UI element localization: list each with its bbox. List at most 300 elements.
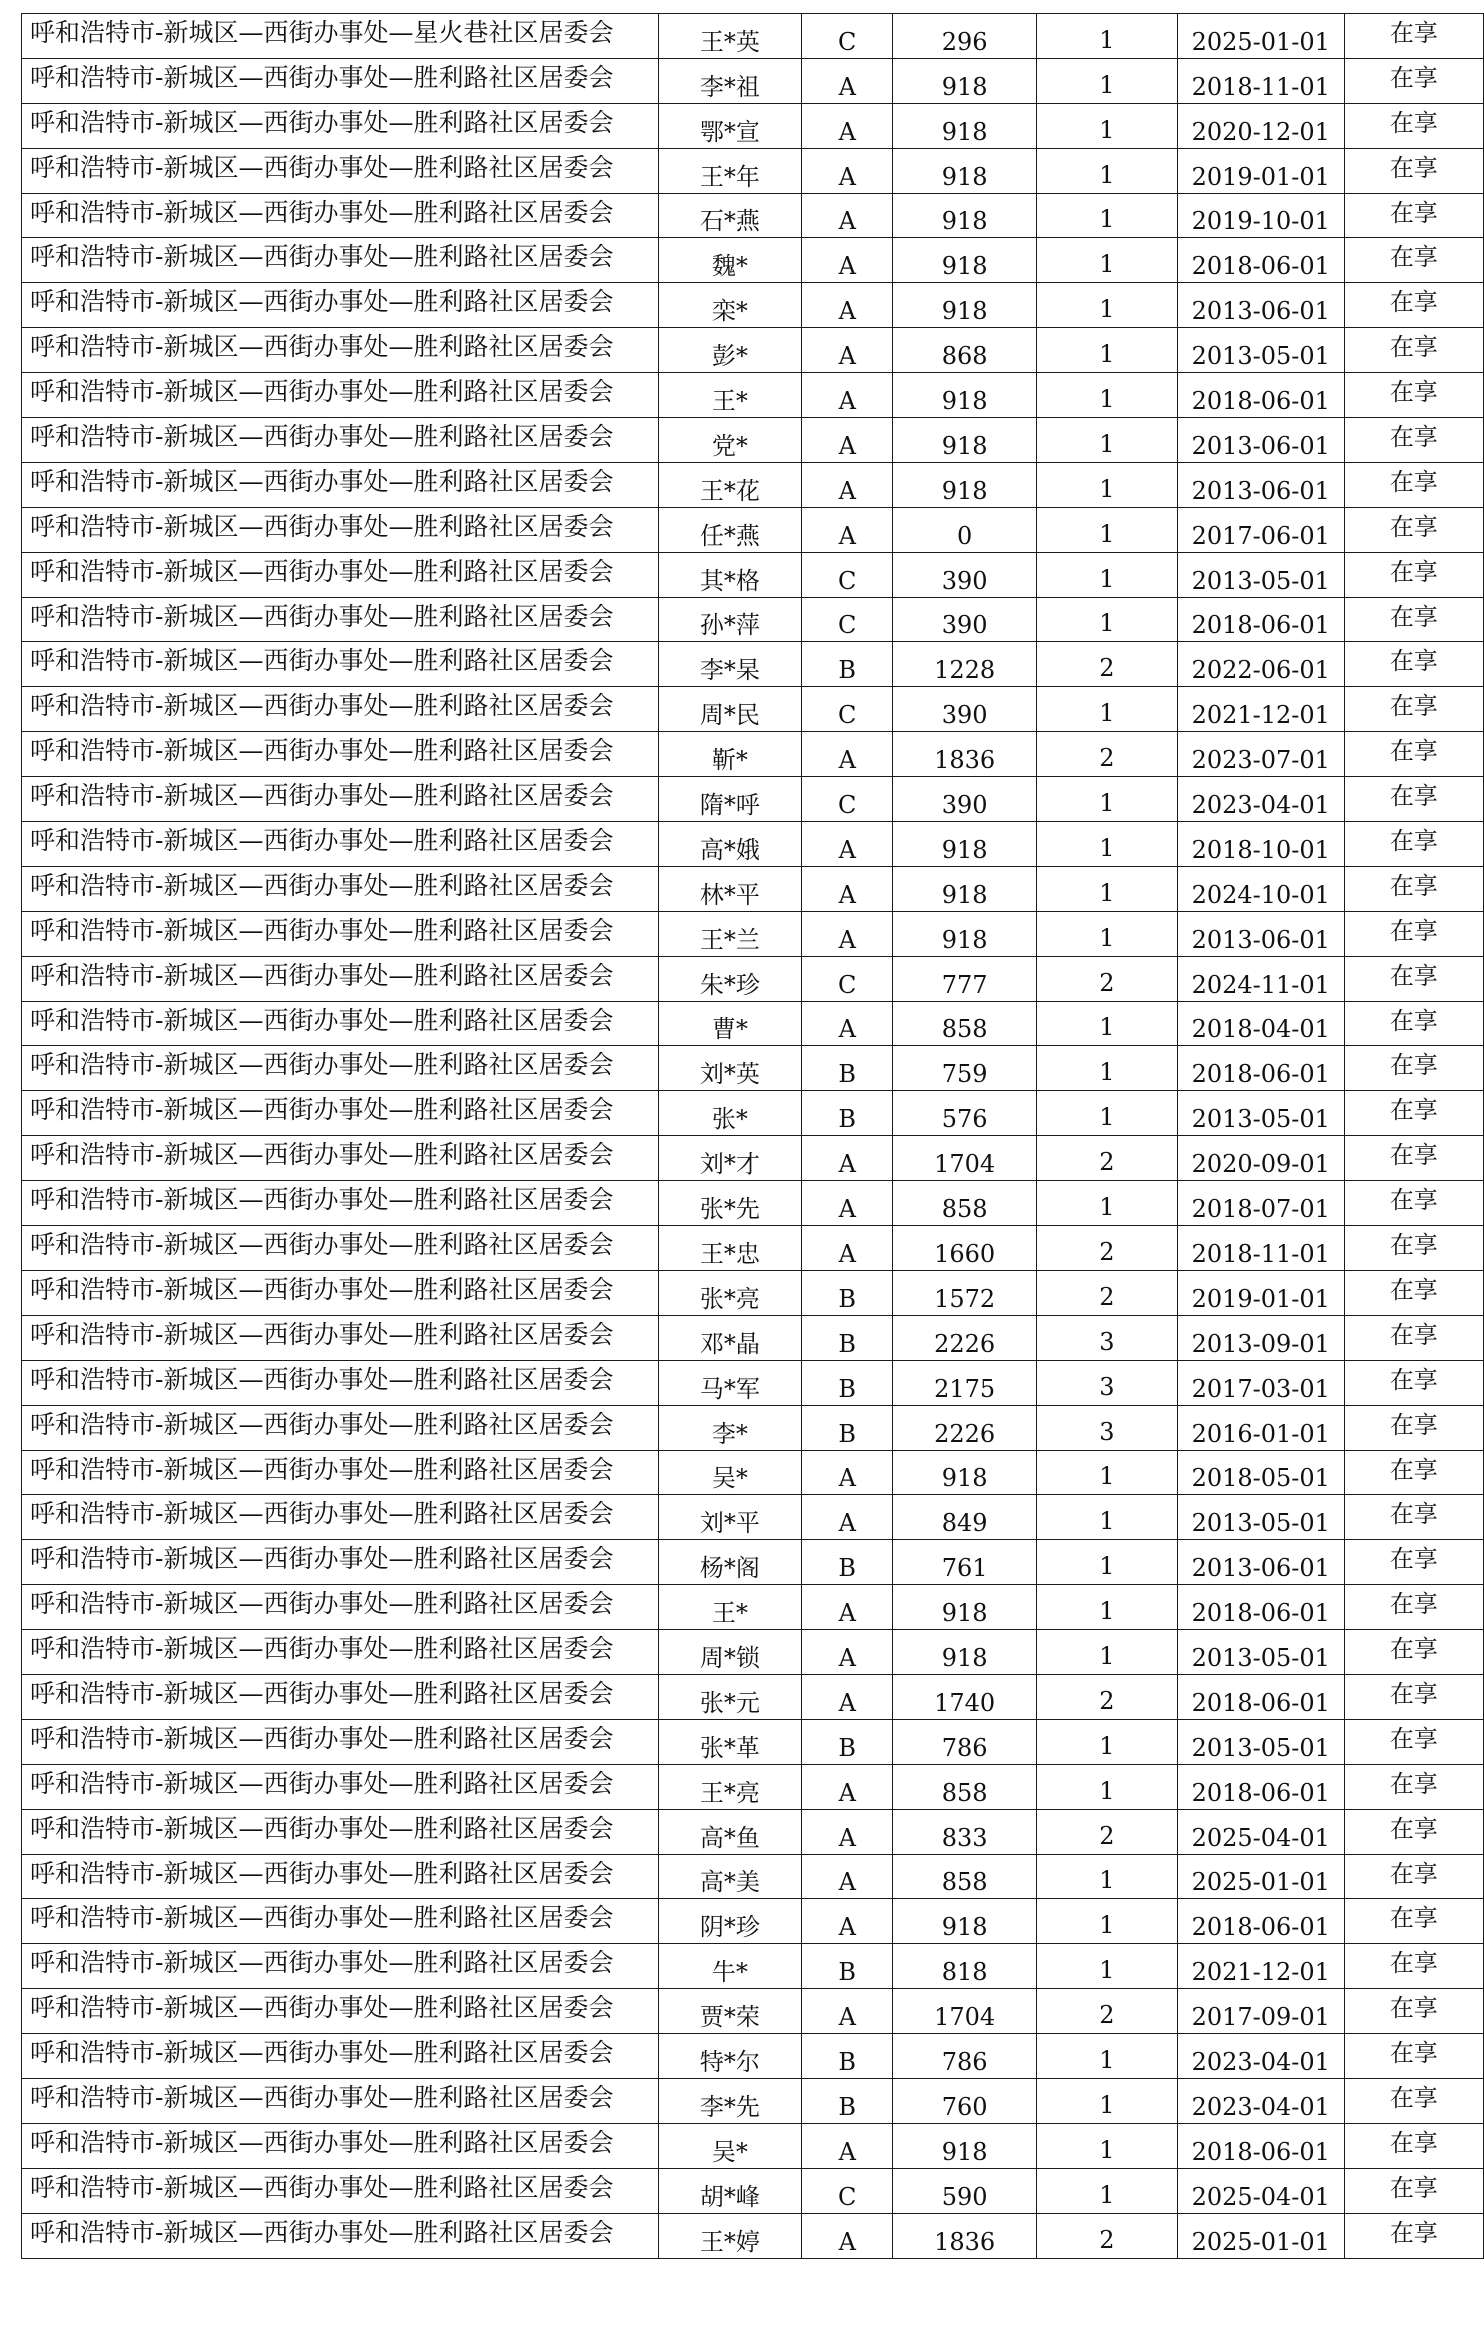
status-cell: 在享	[1344, 1136, 1483, 1181]
name-cell: 王*忠	[658, 1226, 801, 1271]
category-cell: A	[802, 1001, 893, 1046]
address-cell: 呼和浩特市-新城区—西街办事处—胜利路社区居委会	[22, 1495, 659, 1540]
start-date-cell: 2013-06-01	[1177, 462, 1344, 507]
address-cell: 呼和浩特市-新城区—西街办事处—胜利路社区居委会	[22, 1719, 659, 1764]
amount-cell: 858	[893, 1854, 1036, 1899]
status-cell: 在享	[1344, 14, 1483, 59]
address-cell: 呼和浩特市-新城区—西街办事处—胜利路社区居委会	[22, 1809, 659, 1854]
table-row	[22, 14, 1484, 59]
category-cell: C	[802, 552, 893, 597]
table-row	[22, 1315, 1484, 1360]
name-cell: 阴*珍	[658, 1899, 801, 1944]
address-cell: 呼和浩特市-新城区—西街办事处—胜利路社区居委会	[22, 1630, 659, 1675]
category-cell: B	[802, 1540, 893, 1585]
table-row	[22, 1360, 1484, 1405]
category-cell: A	[802, 2123, 893, 2168]
amount-cell: 918	[893, 238, 1036, 283]
table-row	[22, 1719, 1484, 1764]
start-date-cell: 2021-12-01	[1177, 1944, 1344, 1989]
name-cell: 李*祖	[658, 58, 801, 103]
start-date-cell: 2018-11-01	[1177, 1226, 1344, 1271]
address-cell: 呼和浩特市-新城区—西街办事处—胜利路社区居委会	[22, 418, 659, 463]
persons-cell: 2	[1036, 732, 1177, 777]
persons-cell: 1	[1036, 328, 1177, 373]
name-cell: 李*先	[658, 2078, 801, 2123]
table-row	[22, 1854, 1484, 1899]
address-cell: 呼和浩特市-新城区—西街办事处—胜利路社区居委会	[22, 552, 659, 597]
address-cell: 呼和浩特市-新城区—西街办事处—胜利路社区居委会	[22, 2168, 659, 2213]
amount-cell: 590	[893, 2168, 1036, 2213]
address-cell: 呼和浩特市-新城区—西街办事处—胜利路社区居委会	[22, 1854, 659, 1899]
amount-cell: 576	[893, 1091, 1036, 1136]
address-cell: 呼和浩特市-新城区—西街办事处—胜利路社区居委会	[22, 507, 659, 552]
category-cell: A	[802, 193, 893, 238]
name-cell: 王*	[658, 1585, 801, 1630]
status-cell: 在享	[1344, 1809, 1483, 1854]
table-row	[22, 642, 1484, 687]
status-cell: 在享	[1344, 1360, 1483, 1405]
amount-cell: 918	[893, 58, 1036, 103]
table-row	[22, 1495, 1484, 1540]
status-cell: 在享	[1344, 462, 1483, 507]
table-row	[22, 1899, 1484, 1944]
address-cell: 呼和浩特市-新城区—西街办事处—胜利路社区居委会	[22, 1270, 659, 1315]
status-cell: 在享	[1344, 1450, 1483, 1495]
category-cell: A	[802, 238, 893, 283]
persons-cell: 2	[1036, 1226, 1177, 1271]
category-cell: A	[802, 822, 893, 867]
status-cell: 在享	[1344, 2168, 1483, 2213]
persons-cell: 2	[1036, 956, 1177, 1001]
table-row	[22, 1270, 1484, 1315]
status-cell: 在享	[1344, 2078, 1483, 2123]
amount-cell: 777	[893, 956, 1036, 1001]
table-row	[22, 193, 1484, 238]
status-cell: 在享	[1344, 1001, 1483, 1046]
category-cell: A	[802, 1495, 893, 1540]
category-cell: C	[802, 14, 893, 59]
address-cell: 呼和浩特市-新城区—西街办事处—胜利路社区居委会	[22, 1450, 659, 1495]
category-cell: B	[802, 1091, 893, 1136]
persons-cell: 1	[1036, 1764, 1177, 1809]
category-cell: A	[802, 58, 893, 103]
name-cell: 党*	[658, 418, 801, 463]
start-date-cell: 2025-01-01	[1177, 1854, 1344, 1899]
status-cell: 在享	[1344, 58, 1483, 103]
start-date-cell: 2023-04-01	[1177, 777, 1344, 822]
address-cell: 呼和浩特市-新城区—西街办事处—胜利路社区居委会	[22, 822, 659, 867]
persons-cell: 1	[1036, 911, 1177, 956]
amount-cell: 918	[893, 283, 1036, 328]
amount-cell: 918	[893, 103, 1036, 148]
status-cell: 在享	[1344, 1226, 1483, 1271]
category-cell: B	[802, 2034, 893, 2079]
name-cell: 吴*	[658, 2123, 801, 2168]
persons-cell: 1	[1036, 1540, 1177, 1585]
table-row	[22, 1181, 1484, 1226]
category-cell: A	[802, 1674, 893, 1719]
amount-cell: 390	[893, 552, 1036, 597]
start-date-cell: 2013-05-01	[1177, 552, 1344, 597]
persons-cell: 1	[1036, 2034, 1177, 2079]
table-row	[22, 1405, 1484, 1450]
name-cell: 林*平	[658, 866, 801, 911]
table-row	[22, 597, 1484, 642]
category-cell: A	[802, 373, 893, 418]
category-cell: A	[802, 1585, 893, 1630]
table-row	[22, 1136, 1484, 1181]
address-cell: 呼和浩特市-新城区—西街办事处—星火巷社区居委会	[22, 14, 659, 59]
category-cell: C	[802, 956, 893, 1001]
table-row	[22, 1989, 1484, 2034]
start-date-cell: 2013-05-01	[1177, 1091, 1344, 1136]
address-cell: 呼和浩特市-新城区—西街办事处—胜利路社区居委会	[22, 193, 659, 238]
start-date-cell: 2018-06-01	[1177, 2123, 1344, 2168]
name-cell: 王*英	[658, 14, 801, 59]
start-date-cell: 2016-01-01	[1177, 1405, 1344, 1450]
address-cell: 呼和浩特市-新城区—西街办事处—胜利路社区居委会	[22, 328, 659, 373]
name-cell: 牛*	[658, 1944, 801, 1989]
amount-cell: 390	[893, 687, 1036, 732]
status-cell: 在享	[1344, 777, 1483, 822]
category-cell: B	[802, 1315, 893, 1360]
address-cell: 呼和浩特市-新城区—西街办事处—胜利路社区居委会	[22, 1136, 659, 1181]
name-cell: 张*	[658, 1091, 801, 1136]
persons-cell: 1	[1036, 462, 1177, 507]
category-cell: A	[802, 1764, 893, 1809]
table-row	[22, 552, 1484, 597]
table-row	[22, 1226, 1484, 1271]
category-cell: C	[802, 777, 893, 822]
persons-cell: 1	[1036, 597, 1177, 642]
amount-cell: 760	[893, 2078, 1036, 2123]
table-row	[22, 238, 1484, 283]
amount-cell: 1660	[893, 1226, 1036, 1271]
category-cell: A	[802, 866, 893, 911]
address-cell: 呼和浩特市-新城区—西街办事处—胜利路社区居委会	[22, 911, 659, 956]
amount-cell: 786	[893, 1719, 1036, 1764]
category-cell: B	[802, 1360, 893, 1405]
amount-cell: 0	[893, 507, 1036, 552]
address-cell: 呼和浩特市-新城区—西街办事处—胜利路社区居委会	[22, 2213, 659, 2258]
table-body	[22, 14, 1484, 2259]
start-date-cell: 2018-06-01	[1177, 1585, 1344, 1630]
persons-cell: 1	[1036, 866, 1177, 911]
address-cell: 呼和浩特市-新城区—西街办事处—胜利路社区居委会	[22, 1585, 659, 1630]
category-cell: A	[802, 328, 893, 373]
name-cell: 张*亮	[658, 1270, 801, 1315]
persons-cell: 1	[1036, 193, 1177, 238]
category-cell: A	[802, 283, 893, 328]
table-row	[22, 1585, 1484, 1630]
table-row	[22, 1764, 1484, 1809]
start-date-cell: 2013-06-01	[1177, 418, 1344, 463]
table-row	[22, 418, 1484, 463]
name-cell: 鄂*宣	[658, 103, 801, 148]
status-cell: 在享	[1344, 1989, 1483, 2034]
table-row	[22, 58, 1484, 103]
address-cell: 呼和浩特市-新城区—西街办事处—胜利路社区居委会	[22, 1091, 659, 1136]
start-date-cell: 2013-06-01	[1177, 283, 1344, 328]
status-cell: 在享	[1344, 1046, 1483, 1091]
address-cell: 呼和浩特市-新城区—西街办事处—胜利路社区居委会	[22, 1944, 659, 1989]
status-cell: 在享	[1344, 597, 1483, 642]
status-cell: 在享	[1344, 1540, 1483, 1585]
amount-cell: 1740	[893, 1674, 1036, 1719]
amount-cell: 2226	[893, 1315, 1036, 1360]
category-cell: A	[802, 1989, 893, 2034]
name-cell: 杨*阁	[658, 1540, 801, 1585]
status-cell: 在享	[1344, 1091, 1483, 1136]
persons-cell: 1	[1036, 238, 1177, 283]
table-row	[22, 148, 1484, 193]
category-cell: B	[802, 1046, 893, 1091]
amount-cell: 918	[893, 1585, 1036, 1630]
persons-cell: 1	[1036, 14, 1177, 59]
amount-cell: 1704	[893, 1989, 1036, 2034]
address-cell: 呼和浩特市-新城区—西街办事处—胜利路社区居委会	[22, 687, 659, 732]
category-cell: A	[802, 1854, 893, 1899]
table-row	[22, 687, 1484, 732]
category-cell: A	[802, 103, 893, 148]
amount-cell: 858	[893, 1764, 1036, 1809]
amount-cell: 833	[893, 1809, 1036, 1854]
name-cell: 王*亮	[658, 1764, 801, 1809]
persons-cell: 3	[1036, 1360, 1177, 1405]
table-row	[22, 507, 1484, 552]
status-cell: 在享	[1344, 732, 1483, 777]
persons-cell: 1	[1036, 103, 1177, 148]
table-row	[22, 1450, 1484, 1495]
amount-cell: 918	[893, 2123, 1036, 2168]
start-date-cell: 2018-04-01	[1177, 1001, 1344, 1046]
start-date-cell: 2018-06-01	[1177, 1046, 1344, 1091]
amount-cell: 1228	[893, 642, 1036, 687]
amount-cell: 759	[893, 1046, 1036, 1091]
name-cell: 刘*英	[658, 1046, 801, 1091]
table-row	[22, 462, 1484, 507]
table-row	[22, 956, 1484, 1001]
address-cell: 呼和浩特市-新城区—西街办事处—胜利路社区居委会	[22, 866, 659, 911]
persons-cell: 2	[1036, 1989, 1177, 2034]
amount-cell: 918	[893, 1899, 1036, 1944]
amount-cell: 918	[893, 911, 1036, 956]
category-cell: A	[802, 1136, 893, 1181]
start-date-cell: 2019-10-01	[1177, 193, 1344, 238]
amount-cell: 858	[893, 1001, 1036, 1046]
amount-cell: 918	[893, 866, 1036, 911]
table-row	[22, 1001, 1484, 1046]
start-date-cell: 2017-09-01	[1177, 1989, 1344, 2034]
category-cell: B	[802, 1719, 893, 1764]
status-cell: 在享	[1344, 642, 1483, 687]
amount-cell: 918	[893, 462, 1036, 507]
status-cell: 在享	[1344, 283, 1483, 328]
address-cell: 呼和浩特市-新城区—西街办事处—胜利路社区居委会	[22, 1226, 659, 1271]
status-cell: 在享	[1344, 552, 1483, 597]
start-date-cell: 2020-09-01	[1177, 1136, 1344, 1181]
name-cell: 马*军	[658, 1360, 801, 1405]
start-date-cell: 2013-05-01	[1177, 328, 1344, 373]
persons-cell: 1	[1036, 2168, 1177, 2213]
start-date-cell: 2018-06-01	[1177, 1674, 1344, 1719]
start-date-cell: 2013-05-01	[1177, 1719, 1344, 1764]
persons-cell: 1	[1036, 1630, 1177, 1675]
table-row	[22, 1046, 1484, 1091]
persons-cell: 1	[1036, 552, 1177, 597]
name-cell: 贾*荣	[658, 1989, 801, 2034]
status-cell: 在享	[1344, 1585, 1483, 1630]
name-cell: 靳*	[658, 732, 801, 777]
name-cell: 胡*峰	[658, 2168, 801, 2213]
persons-cell: 1	[1036, 1001, 1177, 1046]
persons-cell: 2	[1036, 1270, 1177, 1315]
status-cell: 在享	[1344, 418, 1483, 463]
amount-cell: 918	[893, 1630, 1036, 1675]
name-cell: 王*婷	[658, 2213, 801, 2258]
address-cell: 呼和浩特市-新城区—西街办事处—胜利路社区居委会	[22, 1764, 659, 1809]
address-cell: 呼和浩特市-新城区—西街办事处—胜利路社区居委会	[22, 1046, 659, 1091]
name-cell: 邓*晶	[658, 1315, 801, 1360]
category-cell: A	[802, 1899, 893, 1944]
table-row	[22, 1674, 1484, 1719]
persons-cell: 1	[1036, 1899, 1177, 1944]
status-cell: 在享	[1344, 1854, 1483, 1899]
name-cell: 特*尔	[658, 2034, 801, 2079]
amount-cell: 2226	[893, 1405, 1036, 1450]
name-cell: 曹*	[658, 1001, 801, 1046]
persons-cell: 1	[1036, 2078, 1177, 2123]
name-cell: 周*民	[658, 687, 801, 732]
persons-cell: 3	[1036, 1405, 1177, 1450]
start-date-cell: 2023-04-01	[1177, 2034, 1344, 2079]
table-row	[22, 1809, 1484, 1854]
persons-cell: 1	[1036, 822, 1177, 867]
status-cell: 在享	[1344, 1630, 1483, 1675]
table-row	[22, 328, 1484, 373]
category-cell: A	[802, 1630, 893, 1675]
name-cell: 高*娥	[658, 822, 801, 867]
status-cell: 在享	[1344, 911, 1483, 956]
category-cell: A	[802, 148, 893, 193]
start-date-cell: 2018-10-01	[1177, 822, 1344, 867]
category-cell: C	[802, 687, 893, 732]
persons-cell: 1	[1036, 1091, 1177, 1136]
persons-cell: 2	[1036, 1674, 1177, 1719]
status-cell: 在享	[1344, 1674, 1483, 1719]
start-date-cell: 2018-06-01	[1177, 373, 1344, 418]
address-cell: 呼和浩特市-新城区—西街办事处—胜利路社区居委会	[22, 2078, 659, 2123]
status-cell: 在享	[1344, 1719, 1483, 1764]
start-date-cell: 2017-06-01	[1177, 507, 1344, 552]
amount-cell: 1572	[893, 1270, 1036, 1315]
name-cell: 朱*珍	[658, 956, 801, 1001]
name-cell: 张*元	[658, 1674, 801, 1719]
amount-cell: 868	[893, 328, 1036, 373]
start-date-cell: 2023-07-01	[1177, 732, 1344, 777]
start-date-cell: 2018-06-01	[1177, 1899, 1344, 1944]
name-cell: 彭*	[658, 328, 801, 373]
address-cell: 呼和浩特市-新城区—西街办事处—胜利路社区居委会	[22, 1360, 659, 1405]
start-date-cell: 2013-09-01	[1177, 1315, 1344, 1360]
amount-cell: 818	[893, 1944, 1036, 1989]
persons-cell: 2	[1036, 642, 1177, 687]
start-date-cell: 2013-05-01	[1177, 1630, 1344, 1675]
status-cell: 在享	[1344, 2034, 1483, 2079]
category-cell: B	[802, 1944, 893, 1989]
address-cell: 呼和浩特市-新城区—西街办事处—胜利路社区居委会	[22, 1181, 659, 1226]
start-date-cell: 2013-06-01	[1177, 1540, 1344, 1585]
category-cell: A	[802, 1226, 893, 1271]
amount-cell: 786	[893, 2034, 1036, 2079]
start-date-cell: 2013-05-01	[1177, 1495, 1344, 1540]
address-cell: 呼和浩特市-新城区—西街办事处—胜利路社区居委会	[22, 148, 659, 193]
start-date-cell: 2025-01-01	[1177, 2213, 1344, 2258]
status-cell: 在享	[1344, 373, 1483, 418]
address-cell: 呼和浩特市-新城区—西街办事处—胜利路社区居委会	[22, 1989, 659, 2034]
amount-cell: 918	[893, 1450, 1036, 1495]
name-cell: 孙*萍	[658, 597, 801, 642]
persons-cell: 3	[1036, 1315, 1177, 1360]
amount-cell: 1836	[893, 2213, 1036, 2258]
table-row	[22, 2034, 1484, 2079]
status-cell: 在享	[1344, 1899, 1483, 1944]
status-cell: 在享	[1344, 1944, 1483, 1989]
name-cell: 李*杲	[658, 642, 801, 687]
category-cell: B	[802, 2078, 893, 2123]
status-cell: 在享	[1344, 507, 1483, 552]
address-cell: 呼和浩特市-新城区—西街办事处—胜利路社区居委会	[22, 597, 659, 642]
name-cell: 隋*呼	[658, 777, 801, 822]
persons-cell: 1	[1036, 1719, 1177, 1764]
status-cell: 在享	[1344, 1181, 1483, 1226]
start-date-cell: 2021-12-01	[1177, 687, 1344, 732]
status-cell: 在享	[1344, 866, 1483, 911]
name-cell: 高*鱼	[658, 1809, 801, 1854]
persons-cell: 1	[1036, 283, 1177, 328]
amount-cell: 761	[893, 1540, 1036, 1585]
category-cell: B	[802, 642, 893, 687]
amount-cell: 918	[893, 418, 1036, 463]
address-cell: 呼和浩特市-新城区—西街办事处—胜利路社区居委会	[22, 462, 659, 507]
persons-cell: 1	[1036, 373, 1177, 418]
address-cell: 呼和浩特市-新城区—西街办事处—胜利路社区居委会	[22, 1674, 659, 1719]
name-cell: 其*格	[658, 552, 801, 597]
persons-cell: 1	[1036, 1854, 1177, 1899]
start-date-cell: 2018-06-01	[1177, 1764, 1344, 1809]
category-cell: A	[802, 1181, 893, 1226]
status-cell: 在享	[1344, 328, 1483, 373]
status-cell: 在享	[1344, 103, 1483, 148]
persons-cell: 2	[1036, 1136, 1177, 1181]
start-date-cell: 2022-06-01	[1177, 642, 1344, 687]
table-row	[22, 1944, 1484, 1989]
address-cell: 呼和浩特市-新城区—西街办事处—胜利路社区居委会	[22, 2034, 659, 2079]
persons-cell: 1	[1036, 1585, 1177, 1630]
table-row	[22, 373, 1484, 418]
persons-cell: 1	[1036, 1046, 1177, 1091]
address-cell: 呼和浩特市-新城区—西街办事处—胜利路社区居委会	[22, 373, 659, 418]
address-cell: 呼和浩特市-新城区—西街办事处—胜利路社区居委会	[22, 1315, 659, 1360]
category-cell: A	[802, 2213, 893, 2258]
status-cell: 在享	[1344, 1405, 1483, 1450]
table-row	[22, 2213, 1484, 2258]
start-date-cell: 2018-06-01	[1177, 597, 1344, 642]
name-cell: 刘*平	[658, 1495, 801, 1540]
table-row	[22, 777, 1484, 822]
amount-cell: 849	[893, 1495, 1036, 1540]
start-date-cell: 2025-04-01	[1177, 2168, 1344, 2213]
